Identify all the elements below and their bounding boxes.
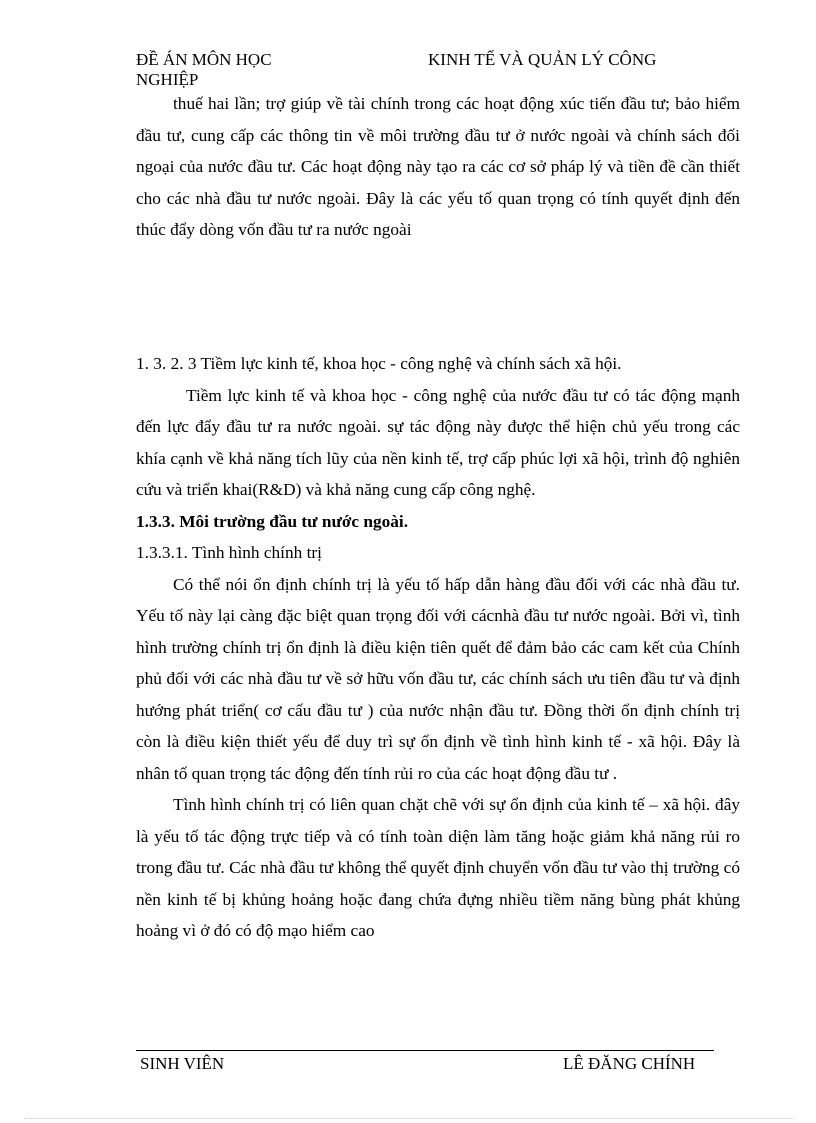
heading-1-3-2-3: 1. 3. 2. 3 Tiềm lực kinh tế, khoa học - công nghệ và chính sách xã hội. — [136, 354, 622, 373]
header-subject: KINH TẾ VÀ QUẢN LÝ CÔNG — [428, 50, 657, 69]
heading-1-3-3-1: 1.3.3.1. Tình hình chính trị — [136, 543, 322, 562]
paragraph-1: thuế hai lần; trợ giúp về tài chính trong các hoạt động xúc tiến đầu tư; bảo hiểm đầu tư, cung cấp các thông tin về môi trường đầu tư ở nước ngoài và chính sách đối ngoại của nước đầu tư. Các hoạt động này tạo ra các cơ sở pháp lý và tiền đề cần thiết cho các nhà đầu tư nước ngoài. Đây là các yếu tố quan trọng có tính quyết định đến thúc đẩy dòng vốn đầu tư ra nước ngoài — [136, 94, 740, 239]
paragraph-4: Tình hình chính trị có liên quan chặt chẽ với sự ổn định của kinh tế – xã hội. đây là yếu tố tác động trực tiếp và có tính toàn diện làm tăng hoặc giảm khả năng rủi ro trong đầu tư. Các nhà đầu tư không thể quyết định chuyển vốn đầu tư vào thị trường có nền kinh tế bị khủng hoảng hoặc đang chứa đựng nhiều tiềm năng bùng phát khủng hoảng vì ở đó có độ mạo hiểm cao — [136, 795, 740, 940]
section-top — [136, 88, 740, 246]
footer-student-name: LÊ ĐĂNG CHÍNH — [563, 1054, 696, 1073]
paragraph-2: Tiềm lực kinh tế và khoa học - công nghệ của nước đầu tư có tác động mạnh đến lực đẩy đầu tư ra nước ngoài. sự tác động này được thể hiện chủ yếu trong các khía cạnh về khả năng tích lũy của nền kinh tế, trợ cấp phúc lợi xã hội, trình độ nghiên cứu và triển khai(R&D) và khả năng cung cấp công nghệ. — [136, 385, 740, 499]
footer-student-label: SINH VIÊN — [140, 1054, 225, 1073]
page-break-edge — [24, 1118, 794, 1119]
paragraph-3: Có thể nói ổn định chính trị là yếu tố hấp dẫn hàng đầu đối với các nhà đầu tư. Yếu tố này lại càng đặc biệt quan trọng đối với cácnhà đầu tư nước ngoài. Bởi vì, tình hình trường chính trị ổn định là điều kiện tiên quết để đảm bảo các cam kết của Chính phủ đối với các nhà đầu tư về sở hữu vốn đầu tư, các chính sách ưu tiên đầu tư và định hướng phát triển( cơ cấu đầu tư ) của nước nhận đầu tư. Đồng thời ổn định chính trị còn là điều kiện thiết yếu để duy trì sự ổn định về tình hình kinh tế - xã hội. Đây là nhân tố quan trọng tác động đến tính rủi ro của các hoạt động đầu tư . — [136, 574, 740, 783]
heading-1-3-3: 1.3.3. Môi trường đầu tư nước ngoài. — [136, 511, 409, 531]
header-left-line1: ĐỀ ÁN MÔN HỌC — [136, 50, 272, 69]
section-main — [136, 348, 740, 947]
header-course-label — [136, 50, 336, 90]
header-left-line2: NGHIỆP — [136, 70, 199, 89]
footer-divider — [136, 1050, 714, 1051]
